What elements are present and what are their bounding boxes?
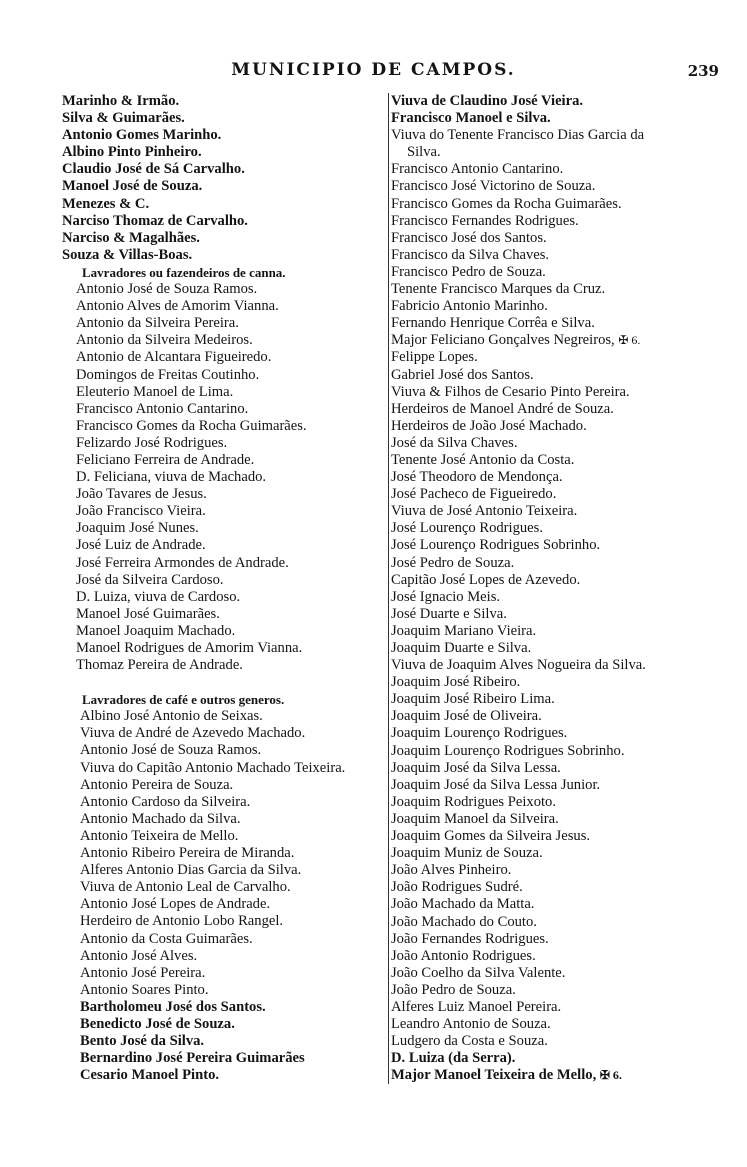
list-item: Viuva de André de Azevedo Machado. xyxy=(80,725,306,742)
list-item: Viuva de Joaquim Alves Nogueira da Silva. xyxy=(391,657,646,674)
list-item: João Fernandes Rodrigues. xyxy=(391,930,549,947)
list-item: Antonio Teixeira de Mello. xyxy=(80,827,239,844)
entry-text: Major Feliciano Gonçalves Negreiros, xyxy=(391,332,615,349)
list-item: Joaquim Manoel da Silveira. xyxy=(391,810,559,827)
coffee-farmers-list xyxy=(62,708,384,1084)
section-gap xyxy=(62,674,384,691)
list-item-major-manoel xyxy=(391,1067,725,1084)
list-item: Herdeiros de Manoel André de Souza. xyxy=(391,400,614,417)
list-item: Marinho & Irmão. xyxy=(62,93,180,109)
list-item: José Duarte e Silva. xyxy=(391,605,507,622)
list-item: Joaquim Rodrigues Peixoto. xyxy=(391,793,556,810)
list-item: José Ignacio Meis. xyxy=(391,588,501,605)
list-item: Viuva & Filhos de Cesario Pinto Pereira. xyxy=(391,383,630,400)
order-insignia-icon: ✠ 6. xyxy=(618,333,641,348)
list-item: Antonio da Silveira Medeiros. xyxy=(76,332,253,349)
list-item: Narciso Thomaz de Carvalho. xyxy=(62,212,248,229)
list-item: Feliciano Ferreira de Andrade. xyxy=(76,451,255,468)
list-item: Francisco Gomes da Rocha Guimarães. xyxy=(391,195,622,212)
list-item-continuation: Silva. xyxy=(407,144,441,161)
list-item: Capitão José Lopes de Azevedo. xyxy=(391,571,581,588)
list-item: José Pedro de Souza. xyxy=(391,554,515,571)
list-item: Domingos de Freitas Coutinho. xyxy=(76,366,260,383)
list-item: Joaquim Mariano Vieira. xyxy=(391,622,537,639)
list-item: Antonio Ribeiro Pereira de Miranda. xyxy=(80,845,295,862)
list-item: João Coelho da Silva Valente. xyxy=(391,964,566,981)
page-header xyxy=(0,60,747,84)
order-insignia-icon: ✠ 6. xyxy=(599,1068,622,1083)
list-item: Claudio José de Sá Carvalho. xyxy=(62,161,245,178)
list-item: Joaquim Lourenço Rodrigues. xyxy=(391,725,568,742)
list-item: Antonio de Alcantara Figueiredo. xyxy=(76,349,272,366)
list-item: Viuva do Capitão Antonio Machado Teixeira. xyxy=(80,759,346,776)
list-item: Francisco Gomes da Rocha Guimarães. xyxy=(76,417,307,434)
list-item: Bartholomeu José dos Santos. xyxy=(80,998,266,1015)
list-item: Thomaz Pereira de Andrade. xyxy=(76,657,243,674)
list-item: Joaquim Muniz de Souza. xyxy=(391,845,543,862)
list-item: João Tavares de Jesus. xyxy=(76,486,207,503)
list-item: Joaquim Duarte e Silva. xyxy=(391,640,532,656)
list-item: Herdeiro de Antonio Lobo Rangel. xyxy=(80,913,284,930)
list-item: Francisco da Silva Chaves. xyxy=(391,246,550,263)
list-item: Tenente José Antonio da Costa. xyxy=(391,451,575,468)
list-item: João Alves Pinheiro. xyxy=(391,862,512,879)
list-item: João Francisco Vieira. xyxy=(76,503,206,520)
list-item: Antonio da Costa Guimarães. xyxy=(80,930,253,947)
list-item: Antonio José de Souza Ramos. xyxy=(80,742,262,759)
entry-text: Major Manoel Teixeira de Mello, xyxy=(391,1067,597,1084)
list-item: Felizardo José Rodrigues. xyxy=(76,434,228,451)
list-item: José Lourenço Rodrigues Sobrinho. xyxy=(391,537,601,554)
list-item: Bento José da Silva. xyxy=(80,1033,205,1050)
list-item: Antonio Soares Pinto. xyxy=(80,981,209,998)
list-item: Herdeiros de João José Machado. xyxy=(391,417,587,434)
list-item: Antonio Gomes Marinho. xyxy=(62,127,222,144)
list-item: Tenente Francisco Marques da Cruz. xyxy=(391,281,606,298)
list-item: Francisco José dos Santos. xyxy=(391,229,547,246)
list-item: Francisco Antonio Cantarino. xyxy=(76,400,249,417)
list-item: Antonio Pereira de Souza. xyxy=(80,776,234,793)
list-item: José da Silva Chaves. xyxy=(391,434,518,451)
left-column xyxy=(62,93,384,1084)
list-item: Joaquim José da Silva Lessa. xyxy=(391,759,561,776)
right-list-b xyxy=(391,349,725,1067)
list-item: D. Luiza (da Serra). xyxy=(391,1050,516,1067)
list-item: João Machado do Couto. xyxy=(391,913,537,930)
list-item: Fabricio Antonio Marinho. xyxy=(391,298,548,315)
list-item: Narciso & Magalhães. xyxy=(62,229,200,246)
list-item: Silva & Guimarães. xyxy=(62,110,185,127)
list-item: Joaquim José Ribeiro Lima. xyxy=(391,691,555,708)
right-column xyxy=(388,93,725,1084)
list-item: Joaquim Lourenço Rodrigues Sobrinho. xyxy=(391,742,625,759)
list-item: Ludgero da Costa e Souza. xyxy=(391,1033,548,1050)
list-item: Alferes Luiz Manoel Pereira. xyxy=(391,998,562,1015)
list-item: José da Silveira Cardoso. xyxy=(76,571,224,588)
list-item: Francisco Antonio Cantarino. xyxy=(391,161,564,178)
list-item: Alferes Antonio Dias Garcia da Silva. xyxy=(80,862,302,879)
list-item: José Lourenço Rodrigues. xyxy=(391,520,543,537)
list-item: João Rodrigues Sudré. xyxy=(391,879,523,896)
merchant-list xyxy=(62,93,384,264)
list-item: Cesario Manoel Pinto. xyxy=(80,1067,220,1084)
list-item: Felippe Lopes. xyxy=(391,349,478,366)
list-item: Antonio José de Souza Ramos. xyxy=(76,281,258,298)
list-item: Joaquim José Nunes. xyxy=(76,520,199,537)
list-item: Souza & Villas-Boas. xyxy=(62,246,193,263)
list-item: Manoel José Guimarães. xyxy=(76,605,220,622)
list-item: José Pacheco de Figueiredo. xyxy=(391,486,557,503)
list-item: Antonio José Alves. xyxy=(80,947,198,964)
list-item: Albino José Antonio de Seixas. xyxy=(80,708,263,725)
list-item: José Theodoro de Mendonça. xyxy=(391,469,563,486)
list-item: Menezes & C. xyxy=(62,195,150,212)
list-item: Antonio José Pereira. xyxy=(80,964,206,981)
list-item: Manoel José de Souza. xyxy=(62,178,203,195)
list-item: Eleuterio Manoel de Lima. xyxy=(76,383,234,400)
list-item: Antonio José Lopes de Andrade. xyxy=(80,896,271,913)
list-item: Gabriel José dos Santos. xyxy=(391,366,534,383)
list-item: Fernando Henrique Corrêa e Silva. xyxy=(391,315,595,332)
list-item: Antonio da Silveira Pereira. xyxy=(76,315,239,332)
list-item: Viuva de Claudino José Vieira. xyxy=(391,93,584,109)
list-item: Joaquim José de Oliveira. xyxy=(391,708,542,725)
page-title: MUNICIPIO DE CAMPOS. xyxy=(231,60,516,80)
list-item: José Ferreira Armondes de Andrade. xyxy=(76,554,289,571)
list-item: Antonio Alves de Amorim Vianna. xyxy=(76,298,279,315)
list-item: João Machado da Matta. xyxy=(391,896,535,913)
list-item: José Luiz de Andrade. xyxy=(76,537,206,554)
list-item: Bernardino José Pereira Guimarães xyxy=(80,1050,305,1067)
list-item: Leandro Antonio de Souza. xyxy=(391,1016,551,1033)
right-list-a xyxy=(391,161,725,332)
list-item: Francisco Manoel e Silva. xyxy=(391,110,551,127)
list-item: D. Feliciana, viuva de Machado. xyxy=(76,469,267,486)
list-item: João Antonio Rodrigues. xyxy=(391,947,536,964)
list-item: Francisco José Victorino de Souza. xyxy=(391,178,596,195)
list-item: Viuva de Antonio Leal de Carvalho. xyxy=(80,879,291,896)
sugarcane-farmers-list xyxy=(62,281,384,674)
list-item: Viuva de José Antonio Teixeira. xyxy=(391,503,578,520)
list-item: Joaquim José da Silva Lessa Junior. xyxy=(391,776,601,793)
list-item: Albino Pinto Pinheiro. xyxy=(62,144,202,161)
list-item: Joaquim Gomes da Silveira Jesus. xyxy=(391,828,591,845)
list-item: Manoel Rodrigues de Amorim Vianna. xyxy=(76,640,303,656)
list-item: Antonio Cardoso da Silveira. xyxy=(80,793,251,810)
list-item: Manoel Joaquim Machado. xyxy=(76,622,236,639)
list-item: Joaquim José Ribeiro. xyxy=(391,674,521,691)
list-item: Viuva do Tenente Francisco Dias Garcia da xyxy=(391,127,645,144)
page-number: 239 xyxy=(687,62,719,80)
section-heading-sugarcane: Lavradores ou fazendeiros de canna. xyxy=(82,264,286,280)
list-item: Francisco Fernandes Rodrigues. xyxy=(391,212,579,229)
list-item: D. Luiza, viuva de Cardoso. xyxy=(76,588,241,605)
section-heading-coffee: Lavradores de café e outros generos. xyxy=(82,692,285,708)
list-item: Antonio Machado da Silva. xyxy=(80,810,241,827)
list-item: João Pedro de Souza. xyxy=(391,981,516,998)
list-item-major-feliciano xyxy=(391,332,725,349)
list-item: Francisco Pedro de Souza. xyxy=(391,263,546,280)
list-item: Benedicto José de Souza. xyxy=(80,1015,235,1032)
